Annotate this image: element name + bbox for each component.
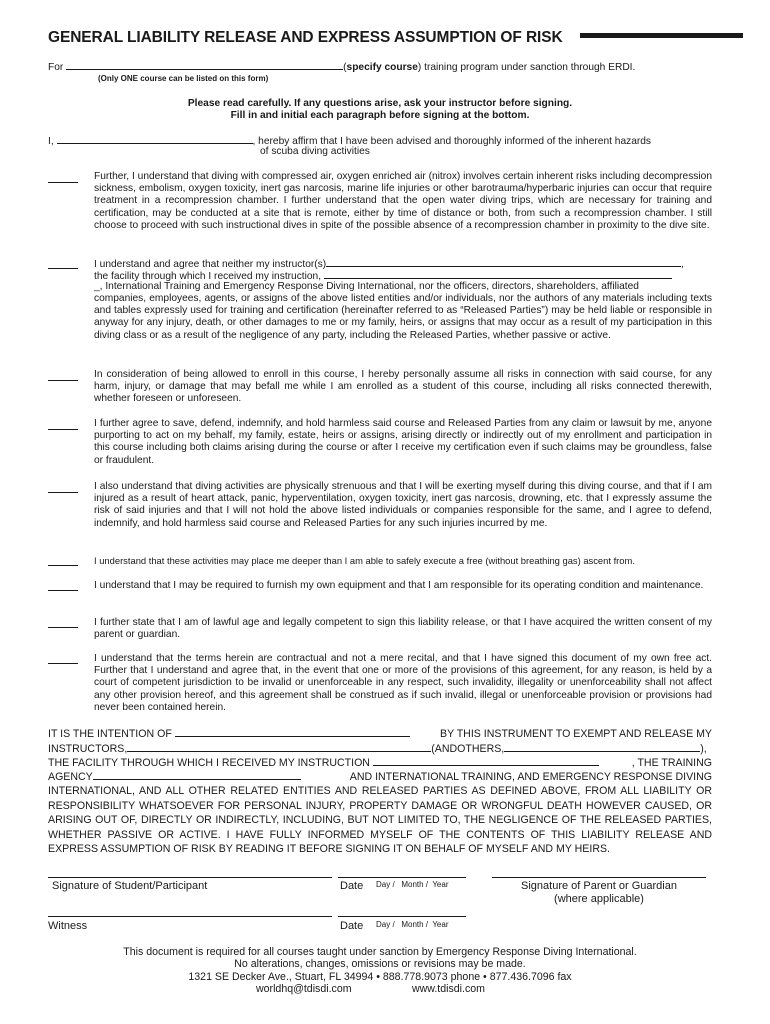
paragraph-recompression: Further, I understand that diving with compressed air, oxygen enriched air (nitrox) involves certain inherent risks including decompression sickness, embolism, oxygen toxicity, inert gas narcosis, marine life injuries or other barotrauma/hyperbaric injuries can occur that require treatment in a recompression chamber. I further understand that the open water diving trips, which are necessary for training and certification, may be conducted at a site that is remote, either by time of distance or both, from such a recompression chamber. I still choose to proceed with such instructional dives in spite of the possible absence of a recompression chamber in proximity to the dive site. bbox=[94, 171, 712, 231]
intention-line-2: INSTRUCTORS, (ANDOTHERS, ), bbox=[48, 743, 707, 755]
specify-course-label: specify course bbox=[346, 62, 418, 73]
witness-signature-line[interactable] bbox=[48, 916, 332, 917]
instructor-para-line-3: _, International Training and Emergency Response Diving International, nor the officers, directors, shareholders, affiliated bbox=[94, 281, 639, 292]
paragraph-lawful-age: I further state that I am of lawful age and legally competent to sign this liability release, or that I have acquired the written consent of my parent or guardian. bbox=[94, 617, 712, 641]
parent-signature-label: Signature of Parent or Guardian bbox=[521, 880, 677, 892]
initial-field[interactable] bbox=[48, 267, 78, 269]
paragraph-indemnify: I further agree to save, defend, indemnify, and hold harmless said course and Released Parties from any claim or lawsuit by me, anyone purporting to act on my behalf, my family, estate, heirs or assigns, arising directly or indirectly out of my enrollment and participation in this course including both claims arising during the course or after I receive my certification even if such claims may be groundless, false or fraudulent. bbox=[94, 418, 712, 466]
student-signature-label: Signature of Student/Participant bbox=[52, 880, 208, 892]
instruction-line-2: Fill in and initial each paragraph before signing at the bottom. bbox=[230, 110, 530, 121]
witness-date-hint: Day / Month / Year bbox=[376, 920, 449, 929]
course-note: (Only ONE course can be listed on this form) bbox=[98, 74, 269, 83]
form-title: GENERAL LIABILITY RELEASE AND EXPRESS ASSUMPTION OF RISK bbox=[48, 29, 563, 46]
witness-date-label: Date bbox=[340, 920, 364, 932]
title-bar-decoration bbox=[580, 33, 743, 38]
instructor-line: I understand and agree that neither my instructor(s) , bbox=[94, 259, 685, 270]
affirm-line: I, , hereby affirm that I have been advised and thoroughly informed of the inherent hazards bbox=[48, 136, 652, 147]
intention-line-4: AGENCY AND INTERNATIONAL TRAINING, AND EMERGENCY RESPONSE DIVING bbox=[48, 771, 712, 783]
footer-address: 1321 SE Decker Ave., Stuart, FL 34994 • 888.778.9073 phone • 877.436.7096 fax bbox=[188, 971, 572, 983]
intention-others-field[interactable] bbox=[504, 742, 700, 752]
footer-website[interactable]: www.tdisdi.com bbox=[412, 983, 485, 995]
paragraph-released-parties: companies, employees, agents, or assigns of the above listed entities and/or individuals, nor the authors of any materials including texts and tables expressly used for training and certification (hereinafter referred to as “Released Parties”) may be held liable or responsible in anyway for any injury, death, or other damages to me or my family, heirs, or assigns that may occur as a result of my participation in this diving class or as a result of the negligence of any party, including the Released Parties, whether passive or active. bbox=[94, 293, 712, 341]
course-name-field[interactable] bbox=[66, 60, 343, 70]
initial-field[interactable] bbox=[48, 564, 78, 566]
intention-instructors-field[interactable] bbox=[127, 742, 431, 752]
student-date-hint: Day / Month / Year bbox=[376, 880, 449, 889]
course-prefix: For bbox=[48, 62, 64, 73]
witness-label: Witness bbox=[48, 920, 88, 932]
paragraph-free-ascent: I understand that these activities may place me deeper than I am able to safely execute a free (without breathing gas) ascent from. bbox=[94, 555, 635, 566]
student-signature-line[interactable] bbox=[48, 877, 332, 878]
instruction-line-1: Please read carefully. If any questions arise, ask your instructor before signing. bbox=[187, 98, 573, 109]
footer-line-2: No alterations, changes, omissions or revisions may be made. bbox=[234, 958, 526, 970]
witness-date-line[interactable] bbox=[338, 916, 466, 917]
student-date-line[interactable] bbox=[338, 877, 466, 878]
initial-field[interactable] bbox=[48, 428, 78, 430]
intention-line-1: IT IS THE INTENTION OF BY THIS INSTRUMENT TO EXEMPT AND RELEASE MY bbox=[48, 728, 712, 740]
parent-signature-sub: (where applicable) bbox=[554, 893, 644, 905]
initial-field[interactable] bbox=[48, 181, 78, 183]
initial-field[interactable] bbox=[48, 379, 78, 381]
intention-body: INTERNATIONAL, AND ALL OTHER RELATED ENTITIES AND RELEASED PARTIES AS DEFINED ABOVE, FROM ALL LIABILITY OR RESPONSIBILITY WHATSOEVER FOR PERSONAL INJURY, PROPERTY DAMAGE OR WRONGFUL DEATH HOWEVER CAUSED, OR ARISING OUT OF, DIRECTLY OR INDIRECTLY, INCLUDING, BUT NOT LIMITED TO, THE NEGLIGENCE OF THE RELEASED PARTIES, WHETHER PASSIVE OR ACTIVE. I HAVE FULLY INFORMED MYSELF OF THE CONTENTS OF THIS LIABILITY RELEASE AND EXPRESS ASSUMPTION OF RISK BY READING IT BEFORE SIGNING IT ON BEHALF OF MYSELF AND MY HEIRS. bbox=[48, 785, 712, 856]
intention-facility-field[interactable] bbox=[373, 756, 599, 766]
paragraph-contractual: I understand that the terms herein are contractual and not a mere recital, and that I have signed this document of my own free act. Further that I understand and agree that, in the event that one or more of the provisions of this agreement, for any reason, is held by a court of competent jurisdiction to be invalid or unenforceable in any respect, such invalidity, illegality or unenforceability shall not affect any other provision hereof, and this agreement shall be construed as if such invalid, illegal or unenforceable provision or provisions had never been contained herein. bbox=[94, 653, 712, 713]
facility-line: the facility through which I received my instruction, bbox=[94, 269, 672, 283]
participant-name-field[interactable] bbox=[57, 134, 253, 144]
footer-email[interactable]: worldhq@tdisdi.com bbox=[256, 983, 352, 995]
initial-field[interactable] bbox=[48, 626, 78, 628]
initial-field[interactable] bbox=[48, 662, 78, 664]
footer-line-1: This document is required for all courses taught under sanction by Emergency Response Diving International. bbox=[123, 946, 637, 958]
intention-agency-field[interactable] bbox=[93, 770, 301, 780]
intention-line-3: THE FACILITY THROUGH WHICH I RECEIVED MY INSTRUCTION , THE TRAINING bbox=[48, 757, 712, 769]
instructor-name-field[interactable] bbox=[326, 257, 681, 267]
student-date-label: Date bbox=[340, 880, 364, 892]
initial-field[interactable] bbox=[48, 491, 78, 493]
paragraph-assume-risk: In consideration of being allowed to enroll in this course, I hereby personally assume all risks in connection with said course, for any harm, injury, or damage that may befall me while I am enrolled as a student of this course, including all risks connected therewith, whether foreseen or unforeseen. bbox=[94, 369, 712, 405]
paragraph-equipment: I understand that I may be required to furnish my own equipment and that I am responsible for its operating condition and maintenance. bbox=[94, 580, 704, 591]
parent-signature-line[interactable] bbox=[492, 877, 706, 878]
facility-name-field[interactable] bbox=[324, 269, 672, 279]
initial-field[interactable] bbox=[48, 589, 78, 591]
affirm-line-2: of scuba diving activities bbox=[260, 146, 370, 157]
intention-participant-field[interactable] bbox=[175, 727, 410, 737]
course-line: For (specify course) training program under sanction through ERDI. bbox=[48, 62, 636, 73]
paragraph-strenuous: I also understand that diving activities are physically strenuous and that I will be exerting myself during this diving course, and that if I am injured as a result of heart attack, panic, hyperventilation, oxygen toxicity, inert gas narcosis, drowning, etc. that I expressly assume the risk of said injuries and that I will not hold the above listed individuals or companies responsible for the same, and I agree to defend, indemnify, and hold harmless said course and Released Parties for any such injuries incurred by me. bbox=[94, 481, 712, 529]
